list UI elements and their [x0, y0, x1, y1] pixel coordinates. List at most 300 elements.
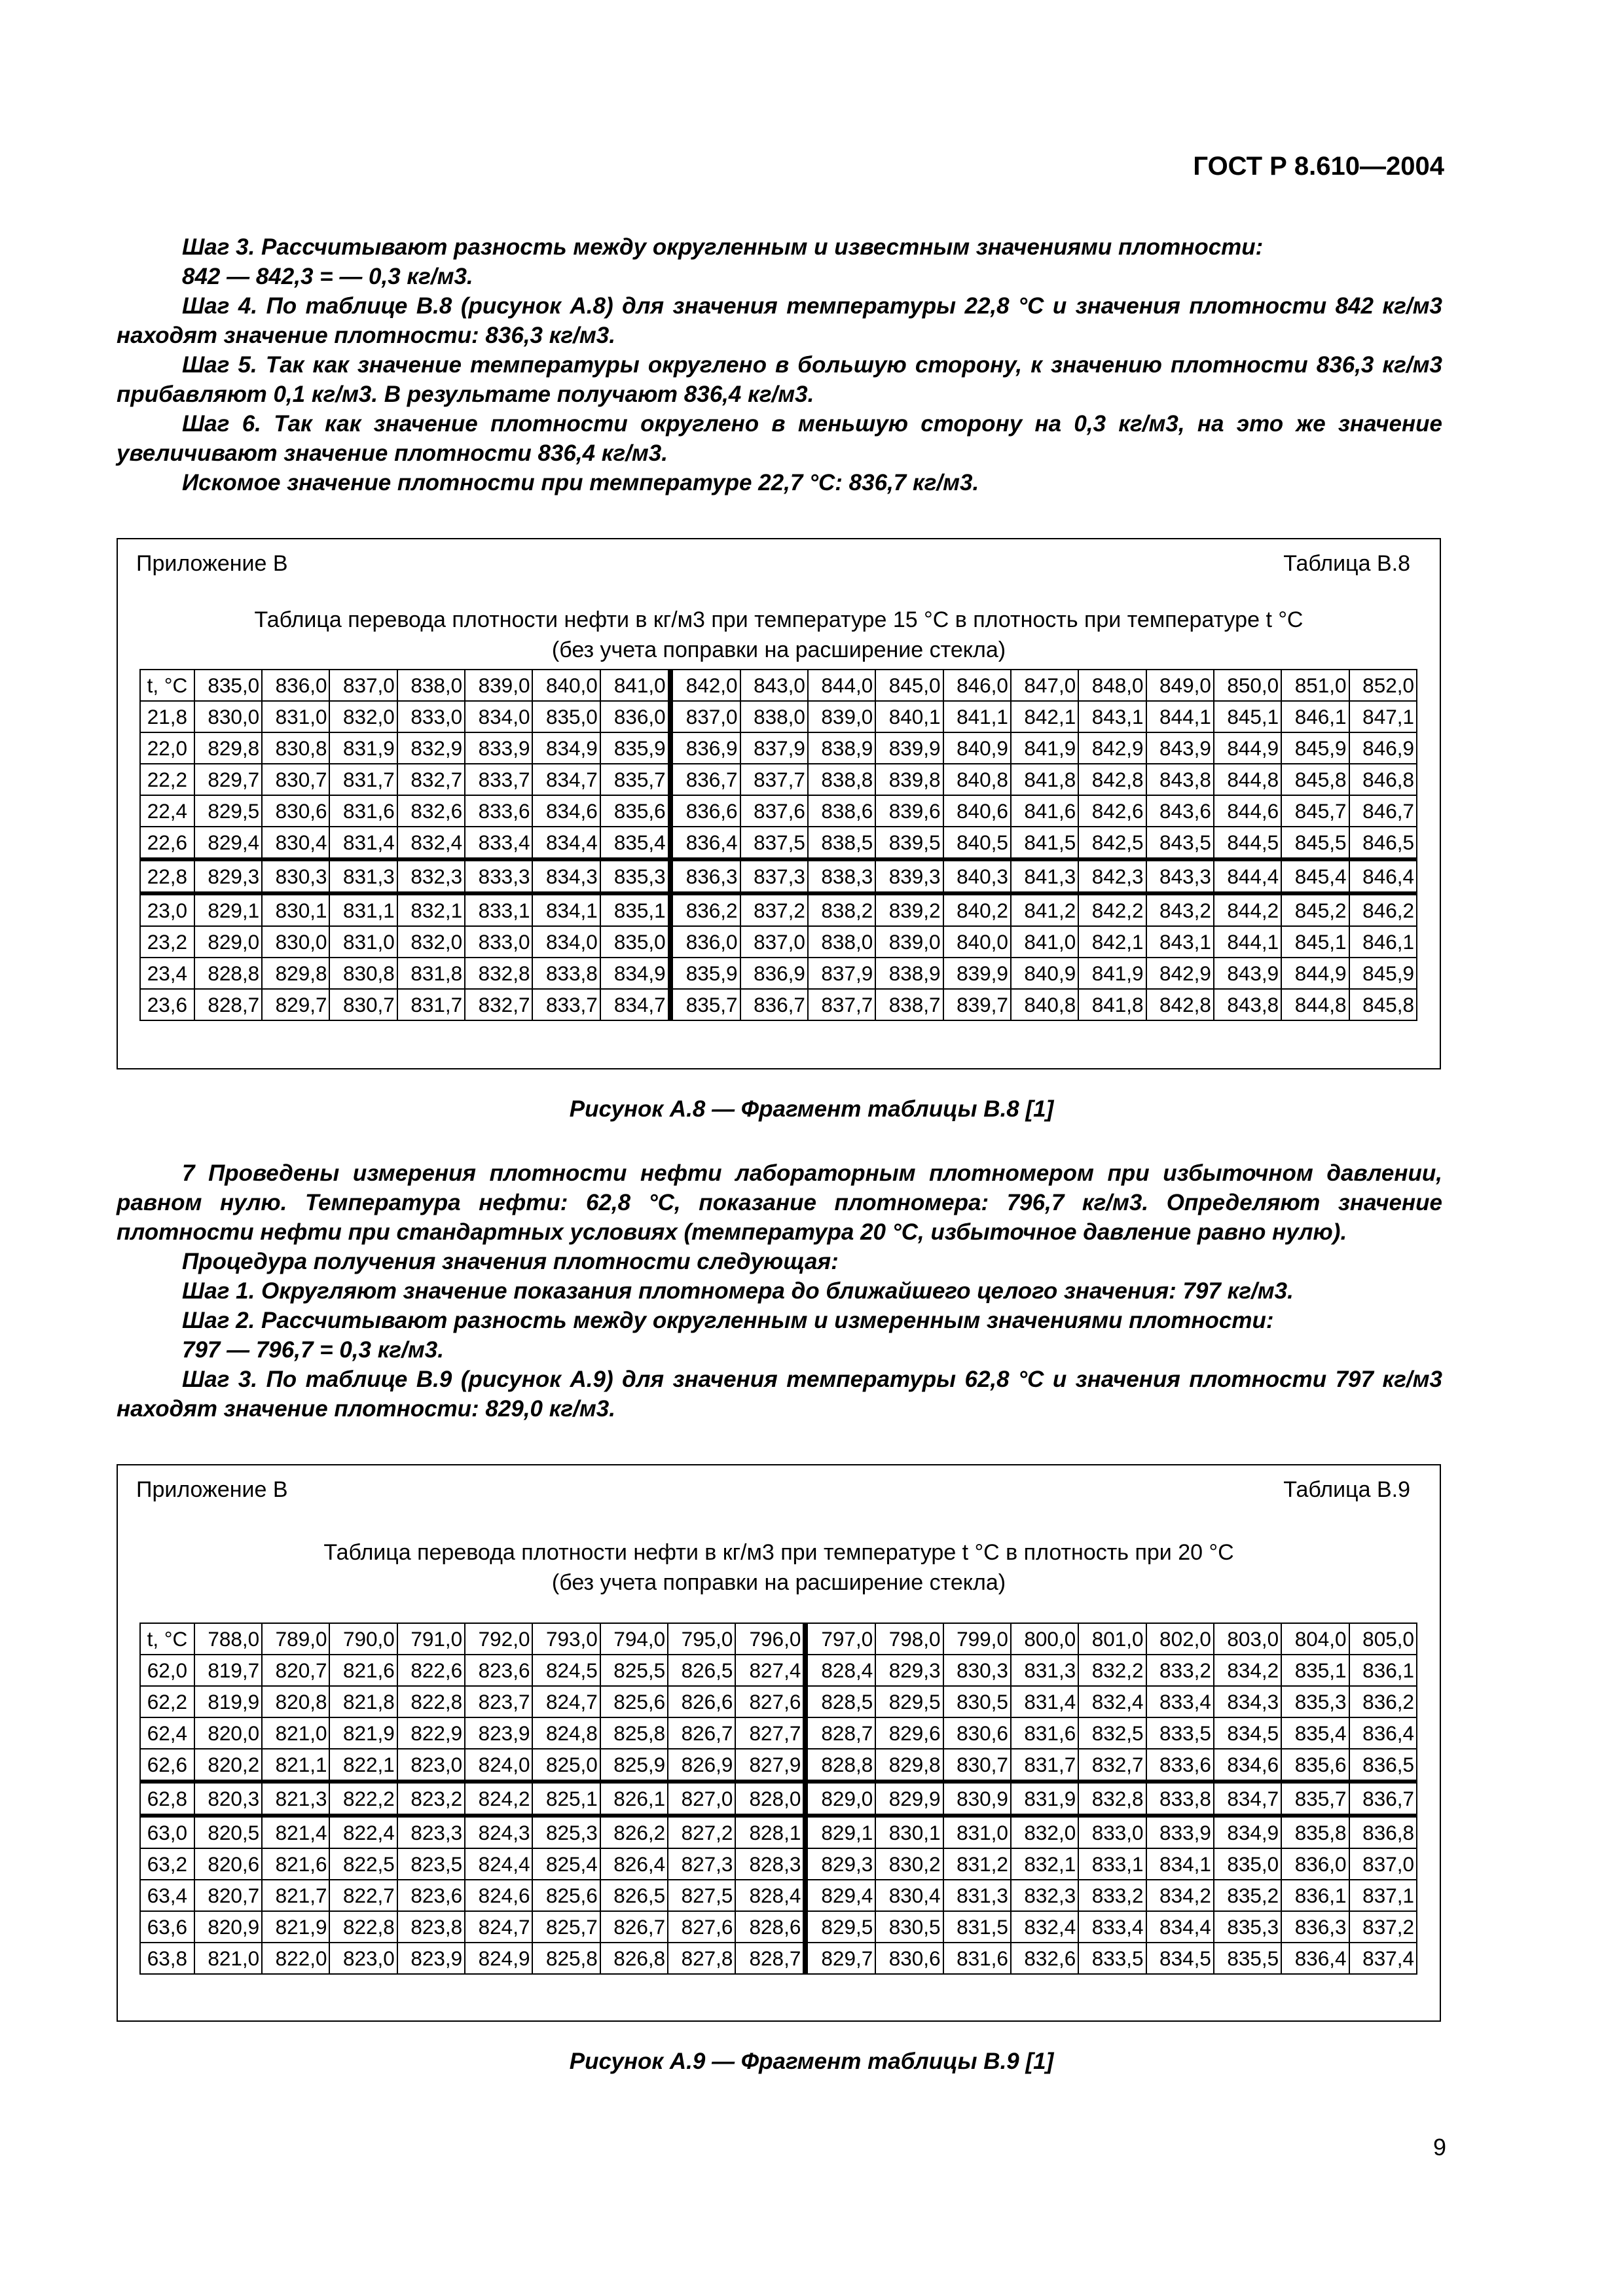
density-cell: 826,7 [668, 1717, 735, 1749]
density-cell: 828,3 [735, 1848, 805, 1880]
density-cell: 840,8 [943, 764, 1011, 795]
density-cell: 830,1 [262, 893, 329, 926]
step-paragraph: Искомое значение плотности при температуре 22,7 °С: 836,7 кг/м3. [182, 470, 979, 495]
density-cell: 832,2 [1078, 1655, 1146, 1686]
density-cell: 835,0 [532, 701, 600, 732]
density-cell: 847,1 [1349, 701, 1417, 732]
density-cell: 822,2 [329, 1782, 397, 1816]
header-cell: 837,0 [329, 670, 397, 701]
table-row [140, 958, 1417, 989]
density-cell: 835,5 [1214, 1943, 1281, 1974]
density-cell: 834,0 [532, 926, 600, 958]
density-cell: 825,9 [600, 1749, 668, 1782]
density-cell: 827,6 [668, 1911, 735, 1943]
density-cell: 836,1 [1281, 1880, 1349, 1911]
density-cell: 831,3 [1011, 1655, 1078, 1686]
density-cell: 837,7 [808, 989, 875, 1020]
header-cell: 847,0 [1011, 670, 1078, 701]
density-cell: 823,9 [397, 1943, 465, 1974]
density-cell: 833,0 [397, 701, 465, 732]
header-cell: 848,0 [1078, 670, 1146, 701]
density-cell: 832,1 [1011, 1848, 1078, 1880]
density-cell: 834,5 [1214, 1717, 1281, 1749]
temperature-cell: 23,2 [140, 926, 194, 958]
density-cell: 840,8 [1011, 989, 1078, 1020]
density-cell: 820,0 [194, 1717, 262, 1749]
density-cell: 832,7 [1078, 1749, 1146, 1782]
density-cell: 829,0 [194, 926, 262, 958]
table-b9-frame [117, 1464, 1441, 2022]
density-cell: 822,9 [397, 1717, 465, 1749]
density-cell: 838,7 [875, 989, 943, 1020]
density-cell: 834,5 [1146, 1943, 1214, 1974]
temperature-cell: 63,0 [140, 1816, 194, 1848]
density-cell: 844,9 [1281, 958, 1349, 989]
temperature-cell: 63,4 [140, 1880, 194, 1911]
density-cell: 830,6 [943, 1717, 1011, 1749]
density-cell: 820,5 [194, 1816, 262, 1848]
density-cell: 821,8 [329, 1686, 397, 1717]
density-cell: 828,8 [194, 958, 262, 989]
density-cell: 845,1 [1214, 701, 1281, 732]
density-cell: 827,7 [735, 1717, 805, 1749]
density-cell: 820,9 [194, 1911, 262, 1943]
density-cell: 834,6 [532, 795, 600, 827]
density-cell: 833,0 [1078, 1816, 1146, 1848]
density-cell: 837,4 [1349, 1943, 1417, 1974]
density-cell: 829,0 [805, 1782, 875, 1816]
page-number: 9 [1432, 2134, 1446, 2161]
density-cell: 836,7 [1349, 1782, 1417, 1816]
table-row [140, 1655, 1417, 1686]
density-cell: 820,2 [194, 1749, 262, 1782]
density-cell: 838,2 [808, 893, 875, 926]
density-cell: 830,3 [943, 1655, 1011, 1686]
density-cell: 839,0 [875, 926, 943, 958]
density-cell: 831,5 [943, 1911, 1011, 1943]
density-cell: 845,8 [1349, 989, 1417, 1020]
table-row [140, 732, 1417, 764]
density-cell: 828,7 [805, 1717, 875, 1749]
density-cell: 826,6 [668, 1686, 735, 1717]
density-cell: 829,4 [805, 1880, 875, 1911]
density-cell: 830,0 [194, 701, 262, 732]
density-cell: 843,5 [1146, 827, 1214, 859]
density-cell: 841,8 [1078, 989, 1146, 1020]
density-cell: 821,9 [329, 1717, 397, 1749]
density-cell: 837,0 [740, 926, 808, 958]
density-cell: 842,2 [1078, 893, 1146, 926]
header-cell: 839,0 [465, 670, 532, 701]
header-cell: 841,0 [600, 670, 670, 701]
density-cell: 827,4 [735, 1655, 805, 1686]
density-cell: 828,8 [805, 1749, 875, 1782]
density-cell: 838,5 [808, 827, 875, 859]
density-cell: 835,4 [600, 827, 670, 859]
density-cell: 832,7 [465, 989, 532, 1020]
density-cell: 834,0 [465, 701, 532, 732]
density-cell: 837,2 [740, 893, 808, 926]
density-cell: 842,8 [1078, 764, 1146, 795]
table-subtitle: (без учета поправки на расширение стекла) [551, 637, 1006, 662]
density-cell: 825,1 [532, 1782, 600, 1816]
density-cell: 836,6 [670, 795, 740, 827]
density-cell: 843,8 [1146, 764, 1214, 795]
density-cell: 833,7 [532, 989, 600, 1020]
density-cell: 834,1 [532, 893, 600, 926]
header-cell: 788,0 [194, 1623, 262, 1655]
density-cell: 825,6 [532, 1880, 600, 1911]
density-cell: 821,0 [262, 1717, 329, 1749]
density-cell: 825,7 [532, 1911, 600, 1943]
density-cell: 830,9 [943, 1782, 1011, 1816]
density-cell: 832,0 [329, 701, 397, 732]
density-cell: 835,0 [600, 926, 670, 958]
density-cell: 839,2 [875, 893, 943, 926]
density-cell: 832,1 [397, 893, 465, 926]
density-cell: 843,9 [1146, 732, 1214, 764]
header-cell: t, °С [140, 1623, 194, 1655]
temperature-cell: 62,2 [140, 1686, 194, 1717]
density-cell: 823,6 [465, 1655, 532, 1686]
density-cell: 820,7 [262, 1655, 329, 1686]
header-cell: 794,0 [600, 1623, 668, 1655]
temperature-cell: 63,8 [140, 1943, 194, 1974]
density-cell: 834,7 [532, 764, 600, 795]
density-cell: 833,6 [1146, 1749, 1214, 1782]
density-cell: 834,2 [1146, 1880, 1214, 1911]
density-cell: 833,8 [1146, 1782, 1214, 1816]
density-cell: 842,5 [1078, 827, 1146, 859]
density-cell: 842,9 [1146, 958, 1214, 989]
density-cell: 832,8 [1078, 1782, 1146, 1816]
density-cell: 833,5 [1078, 1943, 1146, 1974]
density-cell: 834,7 [600, 989, 670, 1020]
density-cell: 830,6 [262, 795, 329, 827]
density-cell: 845,2 [1281, 893, 1349, 926]
density-cell: 845,4 [1281, 859, 1349, 893]
header-cell: 798,0 [875, 1623, 943, 1655]
temperature-cell: 62,8 [140, 1782, 194, 1816]
density-cell: 844,9 [1214, 732, 1281, 764]
density-cell: 835,6 [600, 795, 670, 827]
density-cell: 819,9 [194, 1686, 262, 1717]
table-row [140, 893, 1417, 926]
density-cell: 826,7 [600, 1911, 668, 1943]
density-cell: 840,5 [943, 827, 1011, 859]
density-cell: 831,7 [329, 764, 397, 795]
step-paragraph: Шаг 2. Рассчитывают разность между округленным и измеренным значениями плотности: [182, 1308, 1274, 1333]
density-cell: 832,4 [1011, 1911, 1078, 1943]
density-cell: 843,2 [1146, 893, 1214, 926]
density-cell: 826,9 [668, 1749, 735, 1782]
temperature-cell: 22,8 [140, 859, 194, 893]
density-cell: 830,7 [262, 764, 329, 795]
density-cell: 832,3 [1011, 1880, 1078, 1911]
density-cell: 835,7 [600, 764, 670, 795]
density-cell: 831,6 [329, 795, 397, 827]
density-cell: 831,0 [943, 1816, 1011, 1848]
temperature-cell: 22,4 [140, 795, 194, 827]
density-cell: 835,2 [1214, 1880, 1281, 1911]
density-cell: 829,1 [805, 1816, 875, 1848]
density-cell: 842,1 [1078, 926, 1146, 958]
density-cell: 841,0 [1011, 926, 1078, 958]
density-cell: 833,5 [1146, 1717, 1214, 1749]
density-cell: 844,2 [1214, 893, 1281, 926]
density-cell: 832,5 [1078, 1717, 1146, 1749]
density-cell: 832,0 [397, 926, 465, 958]
temperature-cell: 23,4 [140, 958, 194, 989]
step-paragraph: Шаг 3. По таблице В.9 (рисунок А.9) для значения температуры 62,8 °С и значения плотности 797 кг/м3 находят значение плотности: 829,0 кг/м3. [117, 1367, 1442, 1422]
density-cell: 839,3 [875, 859, 943, 893]
density-cell: 838,6 [808, 795, 875, 827]
density-cell: 846,1 [1349, 926, 1417, 958]
density-table-b8 [139, 669, 1417, 1021]
density-cell: 826,5 [668, 1655, 735, 1686]
density-cell: 838,0 [808, 926, 875, 958]
density-cell: 822,6 [397, 1655, 465, 1686]
table-row [140, 926, 1417, 958]
step-paragraph: 797 — 796,7 = 0,3 кг/м3. [182, 1337, 444, 1363]
density-cell: 824,9 [465, 1943, 532, 1974]
figure-caption-a8: Рисунок А.8 — Фрагмент таблицы В.8 [1] [569, 1096, 1054, 1122]
density-cell: 829,7 [194, 764, 262, 795]
density-cell: 841,5 [1011, 827, 1078, 859]
density-cell: 845,9 [1281, 732, 1349, 764]
density-cell: 829,7 [805, 1943, 875, 1974]
table-subtitle: (без учета поправки на расширение стекла) [551, 1570, 1006, 1595]
density-cell: 828,6 [735, 1911, 805, 1943]
density-cell: 831,3 [329, 859, 397, 893]
density-cell: 832,9 [397, 732, 465, 764]
density-cell: 833,4 [465, 827, 532, 859]
steps-block-2 [117, 1158, 1442, 1424]
density-cell: 839,6 [875, 795, 943, 827]
density-cell: 831,7 [397, 989, 465, 1020]
density-cell: 825,3 [532, 1816, 600, 1848]
density-cell: 827,5 [668, 1880, 735, 1911]
header-cell: 805,0 [1349, 1623, 1417, 1655]
header-cell: 792,0 [465, 1623, 532, 1655]
density-cell: 826,8 [600, 1943, 668, 1974]
density-cell: 846,7 [1349, 795, 1417, 827]
density-cell: 836,2 [670, 893, 740, 926]
table-row [140, 1717, 1417, 1749]
temperature-cell: 22,6 [140, 827, 194, 859]
density-cell: 840,0 [943, 926, 1011, 958]
density-cell: 831,3 [943, 1880, 1011, 1911]
document-header: ГОСТ Р 8.610—2004 [1193, 152, 1444, 181]
table-header-row [140, 1623, 1417, 1655]
density-cell: 831,8 [397, 958, 465, 989]
density-cell: 838,3 [808, 859, 875, 893]
density-cell: 840,9 [943, 732, 1011, 764]
density-cell: 829,7 [262, 989, 329, 1020]
density-cell: 837,3 [740, 859, 808, 893]
figure-caption-a9: Рисунок А.9 — Фрагмент таблицы В.9 [1] [569, 2049, 1054, 2074]
density-cell: 827,8 [668, 1943, 735, 1974]
density-cell: 829,5 [805, 1911, 875, 1943]
header-cell: 838,0 [397, 670, 465, 701]
density-cell: 823,5 [397, 1848, 465, 1880]
step-paragraph: Процедура получения значения плотности следующая: [182, 1249, 839, 1274]
density-cell: 846,1 [1281, 701, 1349, 732]
density-cell: 825,8 [600, 1717, 668, 1749]
density-cell: 831,1 [329, 893, 397, 926]
temperature-cell: 63,2 [140, 1848, 194, 1880]
header-cell: 801,0 [1078, 1623, 1146, 1655]
density-cell: 823,8 [397, 1911, 465, 1943]
density-cell: 821,9 [262, 1911, 329, 1943]
density-cell: 822,0 [262, 1943, 329, 1974]
density-cell: 831,9 [1011, 1782, 1078, 1816]
density-cell: 825,8 [532, 1943, 600, 1974]
density-cell: 835,1 [600, 893, 670, 926]
density-cell: 826,2 [600, 1816, 668, 1848]
density-table-b9 [139, 1623, 1417, 1975]
density-cell: 836,4 [1281, 1943, 1349, 1974]
density-cell: 832,3 [397, 859, 465, 893]
density-cell: 829,1 [194, 893, 262, 926]
density-cell: 822,8 [397, 1686, 465, 1717]
density-cell: 821,0 [194, 1943, 262, 1974]
step-paragraph: 842 — 842,3 = — 0,3 кг/м3. [182, 264, 473, 289]
table-row [140, 701, 1417, 732]
table-row [140, 989, 1417, 1020]
density-cell: 824,6 [465, 1880, 532, 1911]
header-cell: 791,0 [397, 1623, 465, 1655]
density-cell: 830,3 [262, 859, 329, 893]
density-cell: 839,7 [943, 989, 1011, 1020]
density-cell: 833,9 [1146, 1816, 1214, 1848]
density-cell: 831,2 [943, 1848, 1011, 1880]
density-cell: 827,2 [668, 1816, 735, 1848]
density-cell: 836,3 [1281, 1911, 1349, 1943]
density-cell: 824,7 [532, 1686, 600, 1717]
header-cell: 840,0 [532, 670, 600, 701]
density-cell: 846,9 [1349, 732, 1417, 764]
header-cell: 849,0 [1146, 670, 1214, 701]
density-cell: 827,0 [668, 1782, 735, 1816]
header-cell: t, °С [140, 670, 194, 701]
header-cell: 804,0 [1281, 1623, 1349, 1655]
density-cell: 845,9 [1349, 958, 1417, 989]
density-cell: 836,0 [600, 701, 670, 732]
density-cell: 829,8 [262, 958, 329, 989]
density-cell: 842,8 [1146, 989, 1214, 1020]
density-cell: 838,9 [875, 958, 943, 989]
density-cell: 826,4 [600, 1848, 668, 1880]
header-cell: 802,0 [1146, 1623, 1214, 1655]
header-cell: 789,0 [262, 1623, 329, 1655]
density-cell: 846,2 [1349, 893, 1417, 926]
density-cell: 839,9 [943, 958, 1011, 989]
density-cell: 827,9 [735, 1749, 805, 1782]
density-cell: 834,6 [1214, 1749, 1281, 1782]
density-cell: 838,8 [808, 764, 875, 795]
steps-block-1 [117, 232, 1442, 497]
density-cell: 835,3 [1214, 1911, 1281, 1943]
density-cell: 822,4 [329, 1816, 397, 1848]
density-cell: 825,0 [532, 1749, 600, 1782]
density-cell: 823,0 [329, 1943, 397, 1974]
density-cell: 844,1 [1214, 926, 1281, 958]
density-cell: 823,7 [465, 1686, 532, 1717]
density-cell: 832,6 [1011, 1943, 1078, 1974]
density-cell: 836,1 [1349, 1655, 1417, 1686]
density-cell: 821,1 [262, 1749, 329, 1782]
temperature-cell: 63,6 [140, 1911, 194, 1943]
table-title: Таблица перевода плотности нефти в кг/м3 при температуре t °С в плотность при 20 °С [323, 1540, 1234, 1565]
density-cell: 836,2 [1349, 1686, 1417, 1717]
step-paragraph: Шаг 4. По таблице В.8 (рисунок А.8) для значения температуры 22,8 °С и значения плотности 842 кг/м3 находят значение плотности: 836,3 кг/м3. [117, 293, 1442, 348]
density-cell: 832,7 [397, 764, 465, 795]
table-row [140, 1749, 1417, 1782]
density-cell: 844,5 [1214, 827, 1281, 859]
density-cell: 834,2 [1214, 1655, 1281, 1686]
density-cell: 824,2 [465, 1782, 532, 1816]
header-cell: 850,0 [1214, 670, 1281, 701]
density-cell: 829,4 [194, 827, 262, 859]
density-cell: 837,9 [808, 958, 875, 989]
density-cell: 834,4 [1146, 1911, 1214, 1943]
density-cell: 831,4 [329, 827, 397, 859]
table-row [140, 1911, 1417, 1943]
density-cell: 843,1 [1146, 926, 1214, 958]
temperature-cell: 22,0 [140, 732, 194, 764]
appendix-label: Приложение В [136, 1477, 288, 1502]
step-paragraph: 7 Проведены измерения плотности нефти лабораторным плотномером при избыточном давлении, равном нулю. Температура нефти: 62,8 °С, показание плотномера: 796,7 кг/м3. Определяют значение плотности нефти при стандартных условиях (температура 20 °С, избыточное давление равно нулю). [117, 1160, 1442, 1245]
density-cell: 844,8 [1281, 989, 1349, 1020]
header-cell: 799,0 [943, 1623, 1011, 1655]
density-cell: 831,0 [329, 926, 397, 958]
density-cell: 834,4 [532, 827, 600, 859]
density-cell: 843,9 [1214, 958, 1281, 989]
table-label: Таблица В.9 [1283, 1477, 1410, 1502]
density-cell: 831,4 [1011, 1686, 1078, 1717]
density-cell: 832,6 [397, 795, 465, 827]
density-cell: 833,2 [1146, 1655, 1214, 1686]
table-label: Таблица В.8 [1283, 551, 1410, 576]
density-cell: 829,3 [805, 1848, 875, 1880]
density-cell: 838,9 [808, 732, 875, 764]
density-cell: 830,8 [329, 958, 397, 989]
density-cell: 843,8 [1214, 989, 1281, 1020]
density-cell: 845,8 [1281, 764, 1349, 795]
density-cell: 836,9 [740, 958, 808, 989]
density-cell: 825,5 [600, 1655, 668, 1686]
density-cell: 821,7 [262, 1880, 329, 1911]
density-cell: 844,6 [1214, 795, 1281, 827]
density-cell: 828,4 [735, 1880, 805, 1911]
density-cell: 841,1 [943, 701, 1011, 732]
header-cell: 795,0 [668, 1623, 735, 1655]
density-cell: 845,1 [1281, 926, 1349, 958]
density-cell: 823,9 [465, 1717, 532, 1749]
table-row [140, 1816, 1417, 1848]
density-cell: 837,6 [740, 795, 808, 827]
density-cell: 835,7 [1281, 1782, 1349, 1816]
density-cell: 820,8 [262, 1686, 329, 1717]
density-cell: 832,8 [465, 958, 532, 989]
density-cell: 830,8 [262, 732, 329, 764]
density-cell: 837,0 [1349, 1848, 1417, 1880]
temperature-cell: 62,6 [140, 1749, 194, 1782]
density-cell: 824,7 [465, 1911, 532, 1943]
header-cell: 851,0 [1281, 670, 1349, 701]
density-cell: 828,7 [194, 989, 262, 1020]
